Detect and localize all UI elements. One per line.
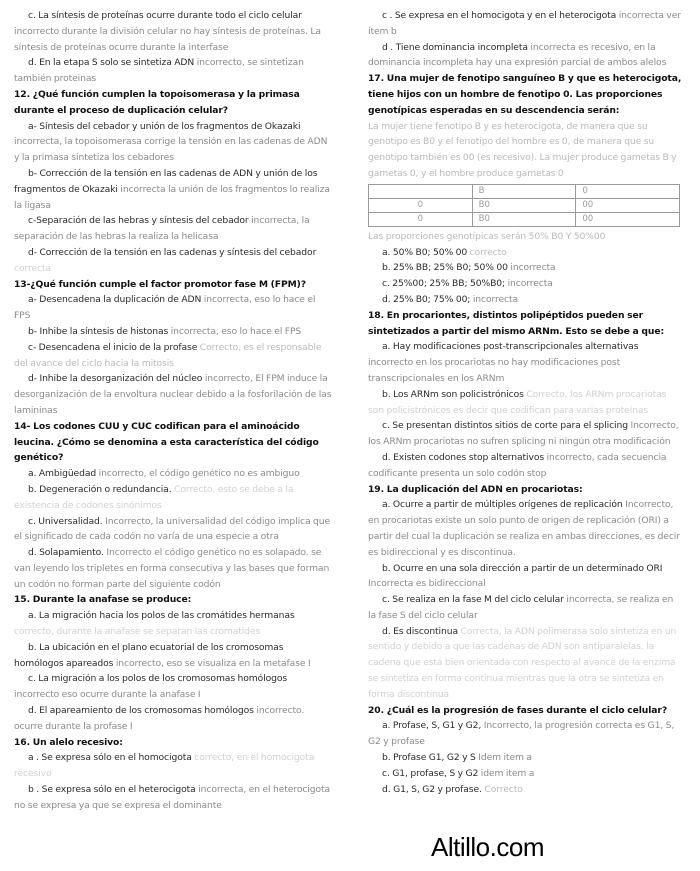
- table-cell: B: [472, 184, 576, 198]
- answer-option: [14, 782, 332, 814]
- answer-explanation: incorrecta: [510, 262, 556, 274]
- question-heading: [368, 703, 682, 719]
- answer-option: [14, 166, 332, 213]
- table-cell: 00: [576, 198, 680, 212]
- option-text: d- Corrección de la tensión en las cadenas y síntesis del cebador: [28, 246, 317, 258]
- option-text: c. Se realiza en la fase M del ciclo celular: [382, 594, 567, 606]
- answer-explanation: incorrecta, eso lo hace el FPS: [170, 325, 302, 337]
- option-text: a. Hay modificaciones post-transcripcionales alternativas: [382, 341, 639, 353]
- answer-explanation: idem item a: [480, 767, 535, 779]
- option-text: 15. Durante la anafase se produce:: [14, 594, 192, 606]
- left-column: [14, 8, 332, 814]
- option-text: b. Profase G1, G2 y S: [382, 752, 479, 764]
- option-text: 20. ¿Cuál es la progresión de fases durante el ciclo celular?: [368, 704, 668, 716]
- option-text: d . Tiene dominancia incompleta: [382, 41, 531, 53]
- option-text: a- Desencadena la duplicación de ADN: [28, 294, 204, 306]
- option-text: a. La migración hacia los polos de las cromátides hermanas: [28, 610, 295, 622]
- table-cell: 0: [576, 184, 680, 198]
- answer-option: [368, 245, 682, 261]
- answer-explanation: correcto, en el homocigota recesivo: [14, 752, 315, 780]
- answer-explanation: incorrecta: [472, 293, 519, 305]
- question-heading: [368, 71, 682, 118]
- answer-option: [14, 608, 332, 640]
- option-text: 19. La duplicación del ADN en procariotas:: [368, 483, 583, 495]
- answer-option: [14, 371, 332, 418]
- answer-explanation: incorrecto, El FPM induce la desorganización de la envoltura nuclear debido a la fosforilación de las lamininas: [14, 373, 332, 416]
- answer-option: [14, 8, 332, 55]
- question-heading: [14, 592, 332, 608]
- answer-option: [368, 8, 682, 40]
- option-text: b. Los ARNm son policistrónicos: [382, 388, 527, 400]
- option-text: b. Degeneración o redundancia.: [28, 483, 175, 495]
- option-text: d. G1, S, G2 y profase.: [382, 783, 485, 795]
- right-column-bottom: [368, 229, 682, 798]
- option-text: d. 25% B0; 75% 00;: [382, 293, 473, 305]
- answer-explanation: Incorrecta es bidireccional: [368, 578, 486, 590]
- option-text: a. 50% B0; 50% 00: [382, 246, 470, 258]
- option-text: d. El apareamiento de los cromosomas homólogos: [28, 705, 257, 717]
- option-text: a . Se expresa sólo en el homocigota: [28, 752, 195, 764]
- question-heading: [14, 87, 332, 119]
- answer-option: [14, 292, 332, 324]
- answer-explanation: Idem item a: [478, 752, 532, 764]
- table-row: [369, 198, 680, 212]
- option-text: 16. Un alelo recesivo:: [14, 736, 123, 748]
- question-heading: [368, 482, 682, 498]
- option-text: c. Universalidad.: [28, 515, 106, 527]
- answer-explanation: Correcto: [484, 783, 523, 795]
- answer-explanation: incorrecta, eso lo hace el FPS: [14, 294, 316, 322]
- watermark-logo: Altillo.com: [431, 832, 544, 862]
- answer-explanation: Correcto, es el responsable del avance del ciclo hacia la mitosis: [14, 341, 322, 369]
- answer-explanation: Correcta, la ADN polimerasa solo sintetiza en un sentido y debido a que las cadenas de ADN son antiparalelas, la cadena que está bien orientada con respecto al avance de la enzima se sintetiza en forma continua mientras que la otra se sintetiza en forma discontinua: [368, 625, 677, 700]
- table-row: [369, 212, 680, 226]
- question-heading: [14, 277, 332, 293]
- option-text: c . Se expresa en el homocigota y en el heterocigota: [382, 10, 619, 21]
- question-heading: [14, 735, 332, 751]
- answer-explanation: incorrecta, la separación de las hebras la realiza la helicasa: [14, 215, 310, 243]
- answer-option: [368, 624, 682, 703]
- option-text: b- Inhibe la síntesis de histonas: [28, 325, 171, 337]
- punnett-square-table: [368, 184, 680, 227]
- answer-explanation: incorrecta, se realiza en la fase S del ciclo celular: [368, 594, 674, 621]
- answer-explanation: incorrecta la unión de los fragmentos lo realiza la ligasa: [14, 183, 330, 211]
- answer-option: [368, 718, 682, 750]
- answer-explanation: La mujer tiene fenotipo B y es heterocigota, de manera que su genotipo es B0 y el fenotipo del hombre es 0, de manera que su genotipo también es 00 (es recesivo). La mujer produce gametas B y gametas 0, y el hombre produce gametas 0: [368, 120, 677, 179]
- right-column: [368, 8, 682, 797]
- answer-option: [368, 292, 682, 308]
- answer-explanation: Las proporciones genotípicas serán 50% B0 Y 50%00: [368, 230, 606, 242]
- option-text: d. En la etapa S solo se sintetiza ADN: [28, 57, 197, 69]
- answer-option: [368, 339, 682, 386]
- answer-explanation: incorrecta es recesivo, en la dominancia incompleta hay una expresión parcial de ambos alelos: [368, 41, 667, 69]
- option-text: d. Existen codones stop alternativos: [382, 451, 547, 463]
- answer-option: [368, 119, 682, 182]
- answer-option: [14, 119, 332, 166]
- answer-explanation: Incorrecto el código genético no es solapado. se van leyendo los tripletes en forma consecutiva y las bases que forman un codón no forman parte del siguiente codón: [14, 547, 330, 590]
- option-text: 13-¿Qué función cumple el factor promotor fase M (FPM)?: [14, 278, 306, 290]
- answer-option: [14, 324, 332, 340]
- answer-explanation: incorrecta, la topoisomerasa corrige la tensión en las cadenas de ADN y la primasa sintetiza los cebadores: [14, 136, 328, 164]
- answer-explanation: incorrecta, en el heterocigota no se expresa ya que se expresa el dominante: [14, 784, 331, 811]
- answer-option: [368, 497, 682, 560]
- answer-option: [14, 640, 332, 672]
- option-text: a. Ambigüedad: [28, 468, 99, 480]
- answer-option: [14, 750, 332, 782]
- answer-explanation: incorrecto, el código genético no es ambiguo: [98, 468, 300, 480]
- answer-explanation: incorrecto durante la división celular no hay síntesis de proteínas. La síntesis de proteínas ocurre durante la interfase: [14, 25, 321, 53]
- question-heading: [368, 308, 682, 340]
- option-text: a- Síntesis del cebador y unión de los fragmentos de Okazaki: [28, 120, 301, 132]
- option-text: c. 25%00; 25% BB; 50%B0;: [382, 278, 508, 290]
- answer-option: [368, 766, 682, 782]
- option-text: 14- Los codones CUU y CUC codifican para el aminoácido leucina. ¿Cómo se denomina a esta característica del código genético?: [14, 420, 319, 464]
- answer-option: [14, 245, 332, 277]
- option-text: b . Se expresa sólo en el heterocigota: [28, 784, 199, 796]
- answer-option: [14, 703, 332, 735]
- table-cell: B0: [472, 198, 576, 212]
- table-cell: B0: [472, 212, 576, 226]
- answer-explanation: correcto: [469, 246, 507, 258]
- option-text: b. La ubicación en el plano ecuatorial de los cromosomas homólogos apareados: [14, 641, 284, 669]
- option-text: 12. ¿Qué función cumplen la topoisomerasa y la primasa durante el proceso de duplicación celular?: [14, 88, 300, 116]
- option-text: b- Corrección de la tensión en las cadenas de ADN y unión de los fragmentos de Okazaki: [14, 167, 318, 195]
- option-text: d. Solapamiento.: [28, 547, 107, 559]
- option-text: c. Se presentan distintos sitios de corte para el splicing: [382, 420, 631, 432]
- question-heading: [14, 419, 332, 466]
- table-row: [369, 184, 680, 198]
- answer-option: [368, 260, 682, 276]
- answer-explanation: incorrecto, se sintetizan también proteinas: [14, 57, 304, 85]
- answer-explanation: incorrecta ver ítem b: [368, 10, 681, 37]
- option-text: c- Desencadena el inicio de la profase: [28, 341, 200, 353]
- answer-option: [14, 482, 332, 514]
- answer-option: [14, 55, 332, 87]
- answer-explanation: incorrecta: [507, 278, 553, 290]
- answer-explanation: Correcto, esto se debe a la existencia de codones sinónimos: [14, 483, 294, 511]
- answer-option: [368, 276, 682, 292]
- table-cell: [369, 184, 473, 198]
- answer-explanation: correcta: [14, 262, 51, 274]
- answer-option: [368, 592, 682, 624]
- table-cell: 0: [369, 198, 473, 212]
- answer-option: [14, 671, 332, 703]
- option-text: a. Ocurre a partir de múltiples orígenes de replicación: [382, 499, 626, 511]
- answer-option: [368, 450, 682, 482]
- answer-explanation: incorrecto. ocurre durante la profase I: [14, 705, 305, 732]
- answer-explanation: incorrecto en los procariotas no hay modificaciones post transcripcionales en los ARNm: [368, 357, 621, 384]
- answer-option: [14, 545, 332, 592]
- answer-explanation: Incorrecto, la progresión correcta es G1, S, G2 y profase: [368, 720, 675, 748]
- option-text: c. La síntesis de proteínas ocurre durante todo el ciclo celular: [28, 10, 302, 21]
- answer-option: [368, 387, 682, 419]
- option-text: c-Separación de las hebras y síntesis del cebador: [28, 215, 252, 227]
- answer-option: [368, 750, 682, 766]
- answer-explanation: Incorrecto, en procariotas existe un solo punto de origen de replicación (ORI) a partir del cual la duplicación se realiza en ambas direcciones, es decir es bidireccional y es discontinua.: [368, 499, 680, 558]
- option-text: c. La migración a los polos de los cromosomas homólogos: [28, 673, 288, 685]
- answer-option: [368, 229, 682, 245]
- answer-explanation: Incorrecto, los ARNm procariotas no sufren splicing ni ningún otra modificación: [368, 420, 679, 448]
- answer-option: [368, 40, 682, 72]
- answer-option: [14, 213, 332, 245]
- answer-option: [368, 782, 682, 798]
- answer-option: [14, 514, 332, 546]
- table-cell: 0: [369, 212, 473, 226]
- answer-option: [14, 340, 332, 372]
- option-text: 18. En procariontes, distintos polipéptidos pueden ser sintetizados a partir del mismo ARNm. Esto se debe a que:: [368, 309, 665, 337]
- answer-explanation: incorrecto, cada secuencia codificante presenta un solo codón stop: [368, 451, 667, 479]
- answer-explanation: Incorrecto, la universalidad del código implica que el significado de cada codón no varía de una especie a otra: [14, 515, 331, 543]
- table-cell: 00: [576, 212, 680, 226]
- option-text: b. 25% BB; 25% B0; 50% 00: [382, 262, 511, 274]
- answer-option: [368, 561, 682, 593]
- answer-option: [368, 418, 682, 450]
- right-column-top: [368, 8, 682, 182]
- answer-explanation: incorrecto eso ocurre durante la anafase I: [14, 689, 201, 701]
- answer-option: [14, 466, 332, 482]
- option-text: c. G1, profase, S y G2: [382, 767, 481, 779]
- option-text: d- Inhibe la desorganización del núcleo: [28, 373, 205, 385]
- answer-explanation: incorrecto, eso se visualiza en la metafase I: [115, 657, 311, 669]
- option-text: a. Profase, S, G1 y G2,: [382, 720, 484, 732]
- option-text: b. Ocurre en una sola dirección a partir de un determinado ORI: [382, 562, 663, 574]
- answer-explanation: Correcto, los ARNm procariotas son policistrónicos es decir que codifican para varias proteínas: [368, 388, 667, 416]
- answer-explanation: correcto, durante la anafase se separan las cromatides: [14, 626, 261, 638]
- option-text: 17. Una mujer de fenotipo sanguíneo B y que es heterocigota, tiene hijos con un hombre de fenotipo 0. Las proporciones genotípicas esperadas en su descendencia serán:: [368, 73, 682, 116]
- option-text: d. Es discontinua: [382, 625, 461, 637]
